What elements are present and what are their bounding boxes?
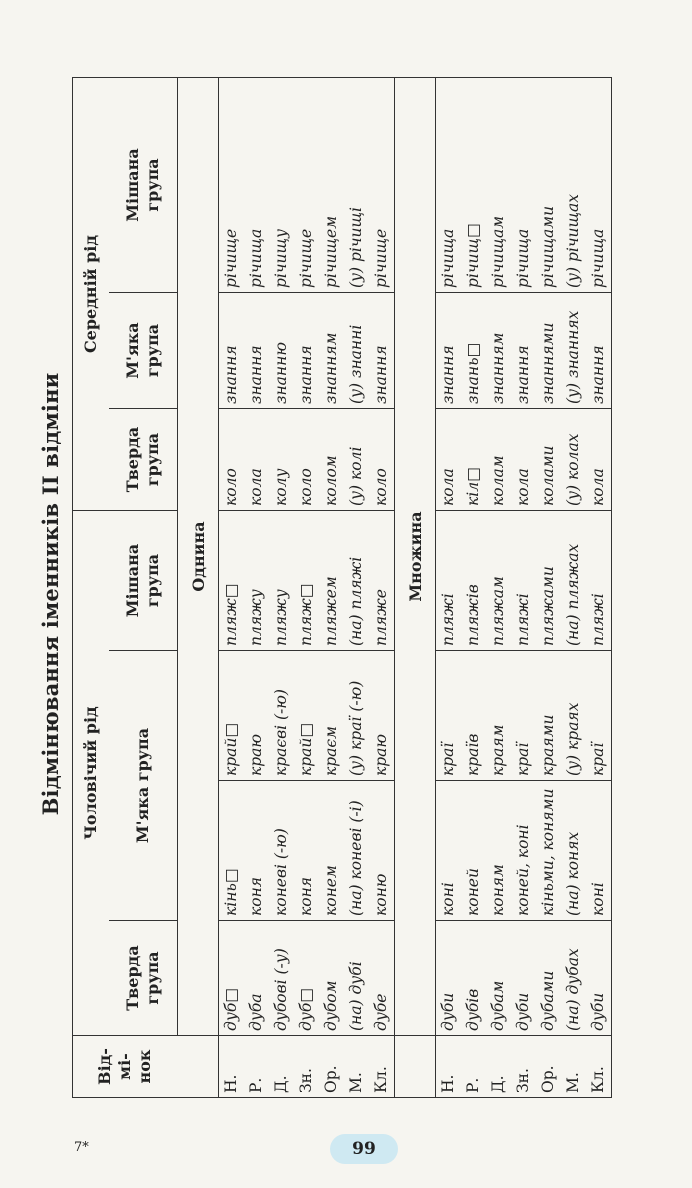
form-cell: знання bbox=[247, 345, 265, 404]
form-cell: кола bbox=[439, 468, 457, 506]
form-cell: пляжами bbox=[539, 566, 557, 646]
form-cell: коневі (-ю) bbox=[272, 828, 290, 916]
form-cell: знань□ bbox=[464, 342, 482, 404]
form-cell: пляжам bbox=[489, 576, 507, 646]
form-cell: коня bbox=[297, 876, 315, 916]
singular-n-mixed bbox=[219, 77, 395, 292]
form-cell: краями bbox=[539, 714, 557, 776]
plural-m-soft-a bbox=[436, 781, 612, 921]
form-cell: (у) річищах bbox=[564, 193, 582, 288]
form-cell: край□ bbox=[297, 722, 315, 776]
form-cell: річищам bbox=[489, 215, 507, 288]
form-cell: коней bbox=[464, 868, 482, 916]
page-title: Відмінювання іменників II відміни bbox=[38, 372, 63, 816]
form-cell: дубом bbox=[322, 980, 340, 1031]
form-cell: знання bbox=[297, 345, 315, 404]
hdr-line: Тверда bbox=[123, 945, 142, 1011]
form-cell: пляж□ bbox=[222, 583, 240, 646]
form-cell: Кл. bbox=[589, 1066, 607, 1093]
singular-n-soft bbox=[219, 293, 395, 409]
form-cell: коні bbox=[439, 882, 457, 916]
form-cell: коні bbox=[589, 882, 607, 916]
form-cell: коню bbox=[372, 873, 390, 916]
form-cell: Д. bbox=[489, 1075, 507, 1093]
form-cell: дубів bbox=[464, 988, 482, 1031]
form-cell: коням bbox=[489, 864, 507, 916]
form-cell: Ор. bbox=[322, 1065, 340, 1093]
form-cell: знання bbox=[589, 345, 607, 404]
form-cell: коней, коні bbox=[514, 824, 532, 916]
hdr-line: група bbox=[143, 323, 162, 378]
form-cell: М. bbox=[347, 1072, 365, 1093]
form-cell: знанням bbox=[322, 332, 340, 404]
form-cell: (у) колах bbox=[564, 433, 582, 506]
declension-table bbox=[72, 77, 612, 1098]
form-cell: (у) краях bbox=[564, 702, 582, 776]
form-cell: (на) дубі bbox=[347, 961, 365, 1031]
n-mixed-header bbox=[109, 77, 178, 292]
form-cell: пляжем bbox=[322, 576, 340, 646]
form-cell: колу bbox=[272, 468, 290, 506]
form-cell: річище bbox=[222, 228, 240, 288]
form-cell: коня bbox=[247, 876, 265, 916]
hdr-line: Тверда bbox=[123, 426, 142, 493]
form-cell: Н. bbox=[222, 1074, 240, 1093]
form-cell: колами bbox=[539, 445, 557, 506]
form-cell: М. bbox=[564, 1072, 582, 1093]
singular-m-soft-b bbox=[219, 651, 395, 781]
form-cell: пляжу bbox=[247, 589, 265, 646]
singular-body bbox=[219, 77, 395, 1097]
form-cell: річища bbox=[589, 228, 607, 288]
case-header bbox=[73, 1036, 178, 1098]
form-cell: річищем bbox=[322, 215, 340, 288]
form-cell: дубами bbox=[539, 970, 557, 1031]
singular-n-hard bbox=[219, 409, 395, 511]
form-cell: дубові (-у) bbox=[272, 948, 290, 1031]
hdr-line: М'яка bbox=[123, 322, 142, 379]
form-cell: дуб□ bbox=[222, 988, 240, 1031]
form-cell: (у) річищі bbox=[347, 207, 365, 288]
form-cell: знаннями bbox=[539, 322, 557, 404]
form-cell: знання bbox=[514, 345, 532, 404]
plural-m-soft-b bbox=[436, 651, 612, 781]
form-cell: Д. bbox=[272, 1075, 290, 1093]
form-cell: пляжі bbox=[589, 593, 607, 646]
form-cell: (на) конях bbox=[564, 831, 582, 916]
form-cell: кола bbox=[247, 468, 265, 506]
form-cell: річища bbox=[439, 228, 457, 288]
form-cell: колам bbox=[489, 455, 507, 506]
hdr-line: група bbox=[143, 553, 162, 608]
case-header-line: мі- bbox=[115, 1053, 135, 1080]
form-cell: кіньми, конями bbox=[539, 788, 557, 916]
singular-m-soft-a bbox=[219, 781, 395, 921]
form-cell: краї bbox=[514, 742, 532, 776]
form-cell: коло bbox=[297, 468, 315, 506]
form-cell: дуб□ bbox=[297, 988, 315, 1031]
singular-m-hard bbox=[219, 921, 395, 1036]
form-cell: край□ bbox=[222, 722, 240, 776]
m-hard-header bbox=[109, 921, 178, 1036]
form-cell: річища bbox=[247, 228, 265, 288]
form-cell: краєм bbox=[322, 726, 340, 776]
form-cell: краї bbox=[589, 742, 607, 776]
form-cell: дуби bbox=[589, 992, 607, 1031]
form-cell: краю bbox=[372, 733, 390, 776]
case-header-line: нок bbox=[135, 1049, 155, 1084]
hdr-line: Мішана bbox=[123, 148, 142, 222]
singular-label: Однина bbox=[178, 77, 219, 1035]
neuter-header: Середній рід bbox=[73, 77, 110, 510]
form-cell: краєві (-ю) bbox=[272, 689, 290, 776]
empty-cell bbox=[178, 1036, 219, 1098]
form-cell: (у) краї (-ю) bbox=[347, 680, 365, 776]
page-number: 99 bbox=[330, 1134, 398, 1164]
form-cell: пляжі bbox=[439, 593, 457, 646]
form-cell: знання bbox=[372, 345, 390, 404]
form-cell: річищами bbox=[539, 205, 557, 288]
form-cell: кола bbox=[589, 468, 607, 506]
form-cell: кіл□ bbox=[464, 467, 482, 506]
n-hard-header bbox=[109, 409, 178, 511]
m-mixed-header bbox=[109, 511, 178, 651]
plural-m-mixed bbox=[436, 511, 612, 651]
form-cell: знанням bbox=[489, 332, 507, 404]
plural-n-mixed bbox=[436, 77, 612, 292]
masculine-header: Чоловічий рід bbox=[73, 511, 110, 1036]
form-cell: Р. bbox=[464, 1077, 482, 1093]
hdr-line: група bbox=[143, 158, 162, 212]
form-cell: (на) дубах bbox=[564, 948, 582, 1031]
form-cell: річище bbox=[372, 228, 390, 288]
form-cell: (на) коневі (-і) bbox=[347, 800, 365, 916]
form-cell: знання bbox=[222, 345, 240, 404]
form-cell: коло bbox=[222, 468, 240, 506]
form-cell: конем bbox=[322, 865, 340, 916]
form-cell: дуби bbox=[514, 992, 532, 1031]
form-cell: дубе bbox=[372, 993, 390, 1031]
form-cell: (у) колі bbox=[347, 446, 365, 506]
empty-cell bbox=[395, 1036, 436, 1098]
form-cell: пляжів bbox=[464, 584, 482, 646]
hdr-line: група bbox=[143, 951, 162, 1005]
plural-label: Множина bbox=[395, 77, 436, 1035]
form-cell: знання bbox=[439, 345, 457, 404]
form-cell: пляже bbox=[372, 589, 390, 646]
form-cell: кола bbox=[514, 468, 532, 506]
form-cell: (на) пляжі bbox=[347, 556, 365, 646]
signature-mark: 7* bbox=[74, 1140, 89, 1155]
form-cell: річищ□ bbox=[464, 223, 482, 288]
form-cell: краї bbox=[439, 742, 457, 776]
form-cell: річища bbox=[514, 228, 532, 288]
form-cell: річищу bbox=[272, 228, 290, 288]
form-cell: Зн. bbox=[514, 1068, 532, 1093]
form-cell: Н. bbox=[439, 1074, 457, 1093]
hdr-line: Мішана bbox=[123, 543, 142, 618]
case-header-line: Від- bbox=[95, 1048, 115, 1085]
form-cell: коло bbox=[372, 468, 390, 506]
plural-cases bbox=[436, 1036, 612, 1098]
plural-body bbox=[436, 77, 612, 1097]
form-cell: знанню bbox=[272, 342, 290, 404]
plural-n-soft bbox=[436, 293, 612, 409]
singular-m-mixed bbox=[219, 511, 395, 651]
m-soft-header: М'яка група bbox=[109, 651, 178, 921]
form-cell: колом bbox=[322, 455, 340, 506]
form-cell: пляжу bbox=[272, 589, 290, 646]
form-cell: (у) знанні bbox=[347, 324, 365, 404]
form-cell: Р. bbox=[247, 1077, 265, 1093]
form-cell: пляж□ bbox=[297, 583, 315, 646]
form-cell: (у) знаннях bbox=[564, 310, 582, 404]
n-soft-header bbox=[109, 293, 178, 409]
form-cell: краю bbox=[247, 733, 265, 776]
form-cell: (на) пляжах bbox=[564, 543, 582, 646]
plural-n-hard bbox=[436, 409, 612, 511]
form-cell: країв bbox=[464, 733, 482, 776]
form-cell: дуби bbox=[439, 992, 457, 1031]
form-cell: Кл. bbox=[372, 1066, 390, 1093]
form-cell: дуба bbox=[247, 993, 265, 1031]
singular-cases bbox=[219, 1036, 395, 1098]
form-cell: пляжі bbox=[514, 593, 532, 646]
form-cell: річище bbox=[297, 228, 315, 288]
hdr-line: група bbox=[143, 432, 162, 487]
form-cell: кінь□ bbox=[222, 868, 240, 916]
form-cell: краям bbox=[489, 724, 507, 776]
form-cell: Зн. bbox=[297, 1068, 315, 1093]
form-cell: дубам bbox=[489, 980, 507, 1031]
plural-m-hard bbox=[436, 921, 612, 1036]
form-cell: Ор. bbox=[539, 1065, 557, 1093]
